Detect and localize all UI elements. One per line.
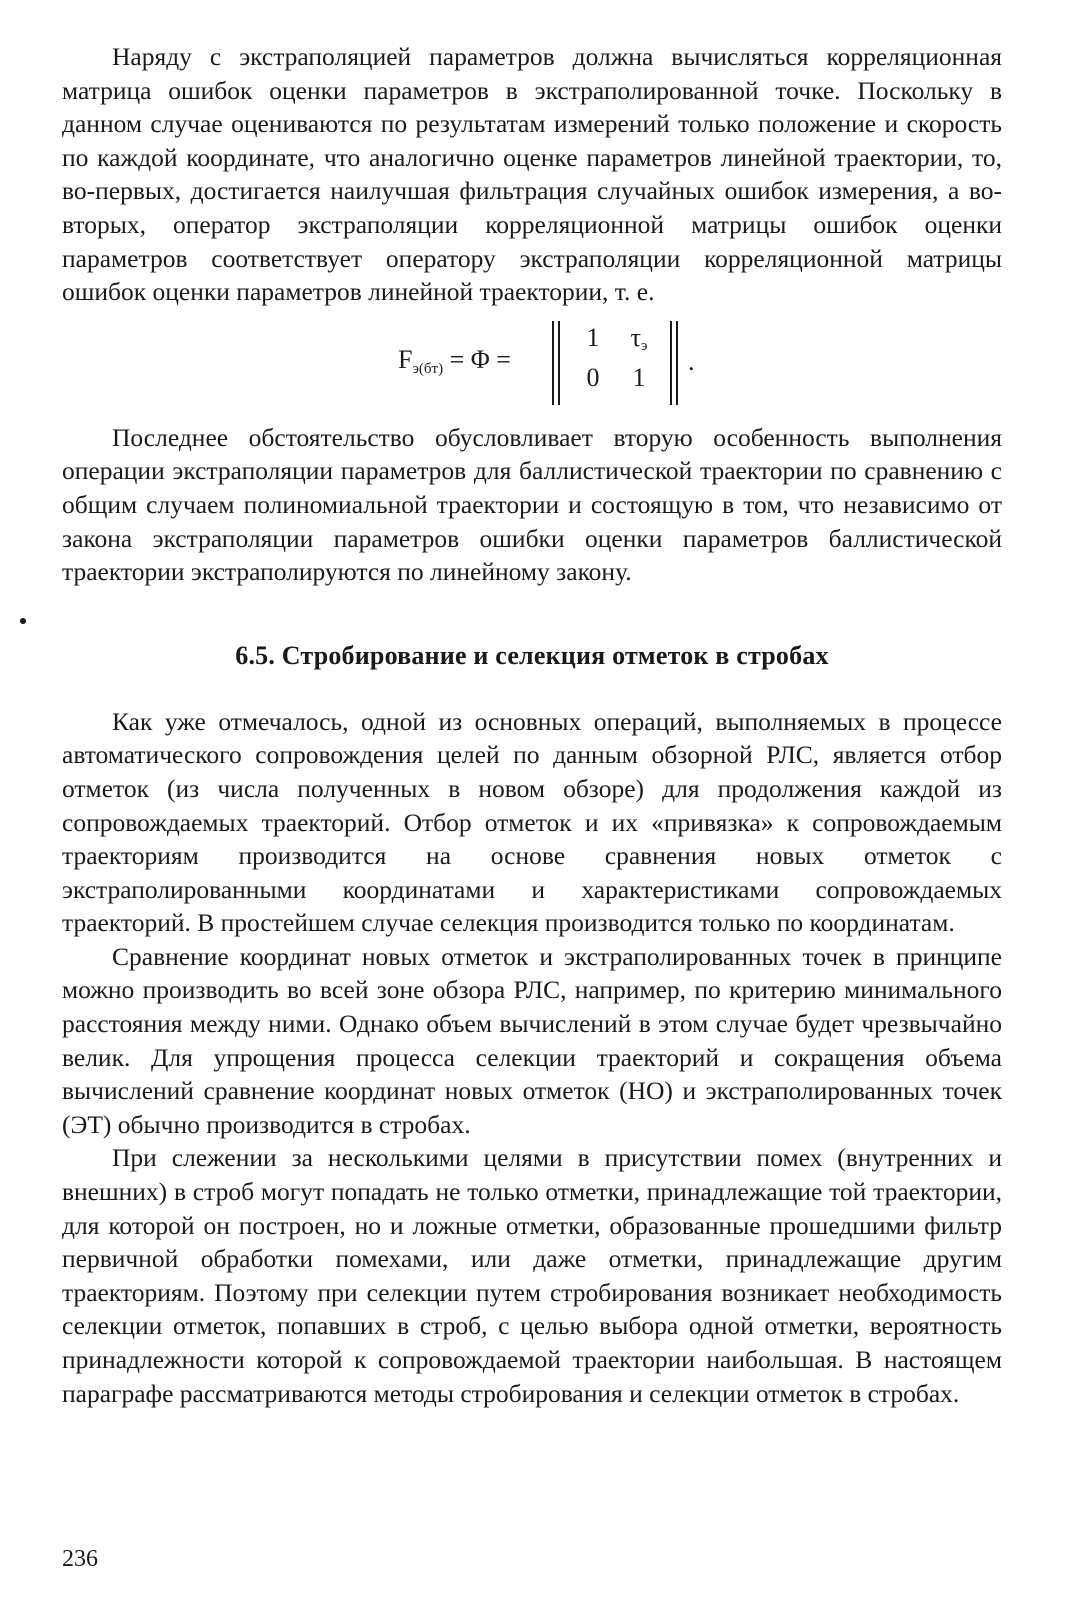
formula-f: F <box>398 344 413 374</box>
formula-matrix <box>552 317 682 407</box>
matrix-cell-22: 1 <box>632 362 646 392</box>
margin-mark <box>20 618 26 624</box>
paragraph-5: При слежении за несколькими целями в присутствии помех (внутренних и внешних) в строб могут попадать не только отметки, принадлежащие той траектории, для которой он построен, но и ложные отметки, образованные прошедшими фильтр первичной обработки помехами, или даже отметки, принадлежащие другим траекториям. Поэтому при селекции путем стробирования возникает необходимость селекции отметок, попавших в строб, с целью выбора одной отметки, вероятность принадлежности которой к сопровождаемой траектории наибольшая. В настоящем параграфе рассматриваются методы стробирования и селекции отметок в стробах. <box>62 1143 1002 1408</box>
formula-lhs <box>398 345 511 378</box>
matrix-right-bar-outer <box>676 321 678 405</box>
matrix-cell-11: 1 <box>586 322 600 352</box>
formula-block <box>62 317 1002 413</box>
formula-subscript: э(бт) <box>412 360 444 377</box>
matrix-tau-subscript: э <box>641 337 648 354</box>
matrix-right-bar-inner <box>670 321 672 405</box>
page-body <box>62 40 1002 1410</box>
formula-period: . <box>688 346 695 376</box>
matrix-left-bar-inner <box>558 321 560 405</box>
matrix-cell-12 <box>624 323 654 355</box>
matrix-left-bar-outer <box>552 321 554 405</box>
formula-equals: = Φ = <box>443 344 511 374</box>
paragraph-4: Сравнение координат новых отметок и экстраполированных точек в принципе можно производить во всей зоне обзора РЛС, например, по критерию минимального расстояния между ними. Однако объем вычислений в этом случае будет чрезвычайно велик. Для упрощения процесса селекции траекторий и сокращения объема вычислений сравнение координат новых отметок (НО) и экстраполированных точек (ЭТ) обычно производится в стробах. <box>62 941 1002 1139</box>
paragraph-2: Последнее обстоятельство обусловливает вторую особенность выполнения операции экстраполяции параметров для баллистической траектории по сравнению с общим случаем полиномиальной траектории и состоящую в том, что независимо от закона экстраполяции параметров ошибки оценки параметров баллистической траектории экстраполируются по линейному закону. <box>62 422 1002 587</box>
paragraph-1: Наряду с экстраполяцией параметров должна вычисляться корреляционная матрица ошибок оценки параметров в экстраполированной точке. Поскольку в данном случае оцениваются по результатам измерений только положение и скорость по каждой координате, что аналогично оценке параметров линейной траектории, то, во-первых, достигается наилучшая фильтрация случайных ошибок измерения, а во-вторых, оператор экстраполяции корреляционной матрицы ошибок оценки параметров соответствует оператору экстраполяции корреляционной матрицы ошибок оценки параметров линейной траектории, т. е. <box>62 42 1002 307</box>
paragraph-3: Как уже отмечалось, одной из основных операций, выполняемых в процессе автоматического сопровождения целей по данным обзорной РЛС, является отбор отметок (из числа полученных в новом обзоре) для продолжения каждой из сопровождаемых траекторий. Отбор отметок и их «привязка» к сопровождаемым траекториям производится на основе сравнения новых отметок с экстраполированными координатами и характеристиками сопровождаемых траекторий. В простейшем случае селекция производится только по координатам. <box>62 706 1002 938</box>
matrix-cell-21: 0 <box>586 362 600 392</box>
matrix-tau: τ <box>630 322 641 352</box>
page-number: 236 <box>62 1546 98 1572</box>
section-heading: 6.5. Стробирование и селекция отметок в стробах <box>235 640 829 670</box>
